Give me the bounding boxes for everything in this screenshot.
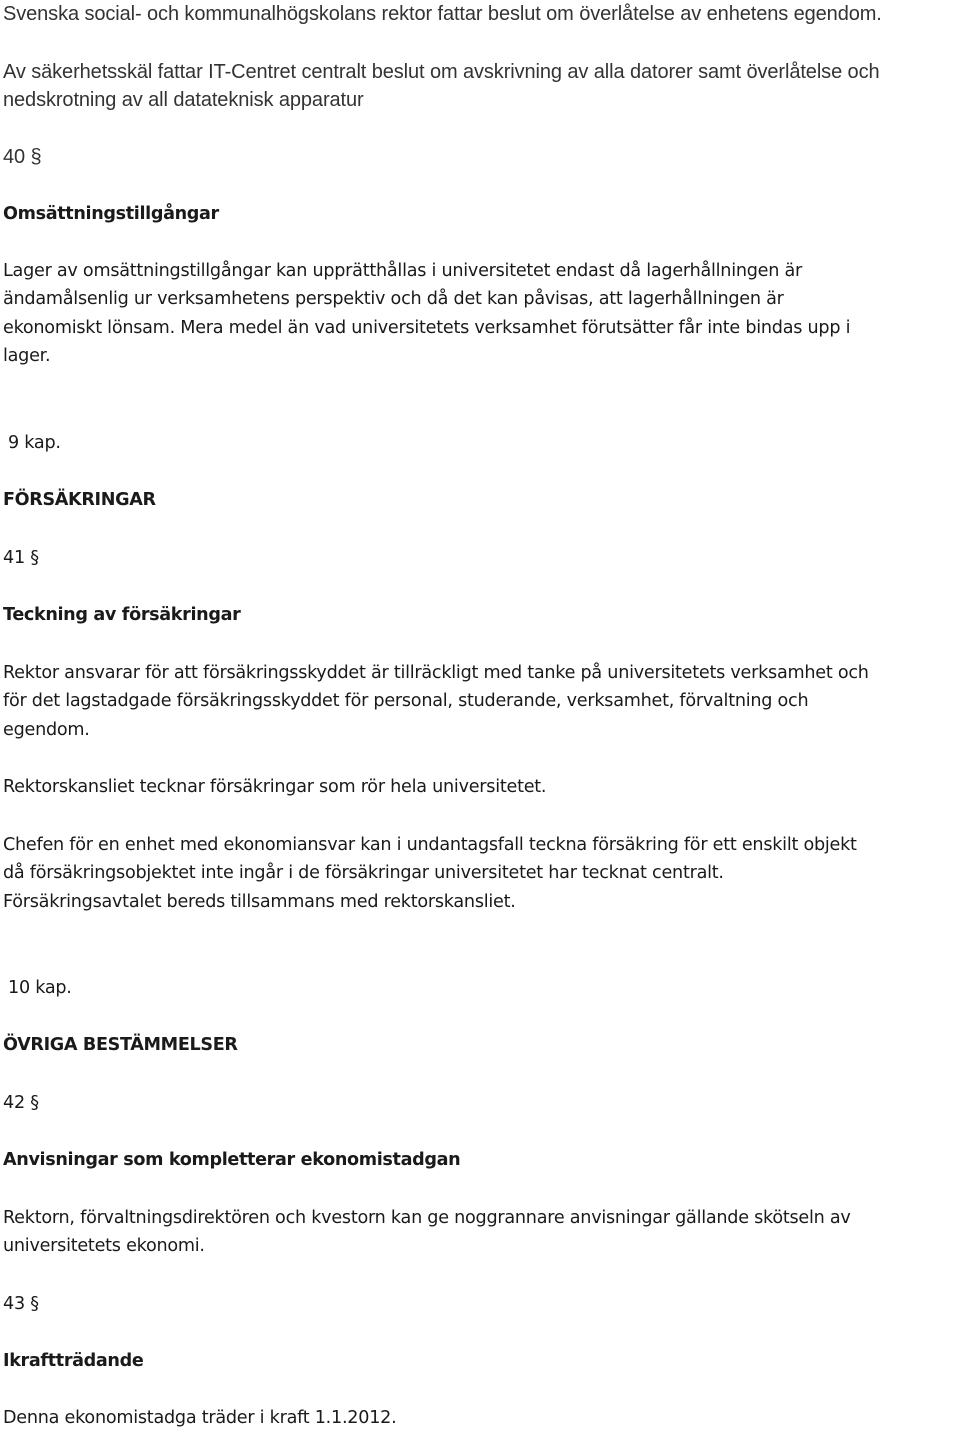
section-40-text-line-2: ändamålsenlig ur verksamhetens perspektiv och då det kan påvisas, att lagerhållningen är [3,289,784,309]
section-41-p2: Rektorskansliet tecknar försäkringar som rör hela universitetet. [3,777,547,797]
section-40-text-line-1: Lager av omsättningstillgångar kan upprätthållas i universitetet endast då lagerhållningen är [3,261,802,281]
chapter-9-label: 9 kap. [8,433,61,453]
section-41-p1-line-1: Rektor ansvarar för att försäkringsskyddet är tillräckligt med tanke på universitetets verksamhet och [3,663,869,683]
section-43-text: Denna ekonomistadga träder i kraft 1.1.2012. [3,1408,397,1428]
section-41-p3-line-1: Chefen för en enhet med ekonomiansvar kan i undantagsfall teckna försäkring för ett enskilt objekt [3,835,857,855]
section-41-p1-line-2: för det lagstadgade försäkringsskyddet för personal, studerande, verksamhet, förvaltning och [3,691,809,711]
section-43-title: Ikraftträdande [3,1351,144,1371]
intro-line-1: Svenska social- och kommunalhögskolans rektor fattar beslut om överlåtelse av enhetens egendom. [3,3,882,25]
section-40-text-line-3: ekonomiskt lönsam. Mera medel än vad universitetets verksamhet förutsätter får inte bindas upp i [3,318,851,338]
intro-line-2: Av säkerhetsskäl fattar IT-Centret centralt beslut om avskrivning av alla datorer samt överlåtelse och [3,61,880,83]
section-42-text-line-2: universitetets ekonomi. [3,1236,205,1256]
chapter-10-label: 10 kap. [8,978,72,998]
section-40-number: 40 § [3,146,42,168]
section-40-text-line-4: lager. [3,346,51,366]
section-42-number: 42 § [3,1093,39,1113]
section-43-number: 43 § [3,1294,39,1314]
chapter-10-title: ÖVRIGA BESTÄMMELSER [3,1035,238,1055]
section-42-text-line-1: Rektorn, förvaltningsdirektören och kvestorn kan ge noggrannare anvisningar gällande skötseln av [3,1208,851,1228]
intro-line-3: nedskrotning av all datateknisk apparatur [3,89,364,111]
section-40-title: Omsättningstillgångar [3,204,219,224]
section-41-p3-line-2: då försäkringsobjektet inte ingår i de försäkringar universitetet har tecknat centralt. [3,863,724,883]
section-41-title: Teckning av försäkringar [3,605,241,625]
section-41-number: 41 § [3,548,39,568]
section-41-p3-line-3: Försäkringsavtalet bereds tillsammans med rektorskansliet. [3,892,516,912]
section-42-title: Anvisningar som kompletterar ekonomistadgan [3,1150,461,1170]
section-41-p1-line-3: egendom. [3,720,90,740]
chapter-9-title: FÖRSÄKRINGAR [3,490,156,510]
